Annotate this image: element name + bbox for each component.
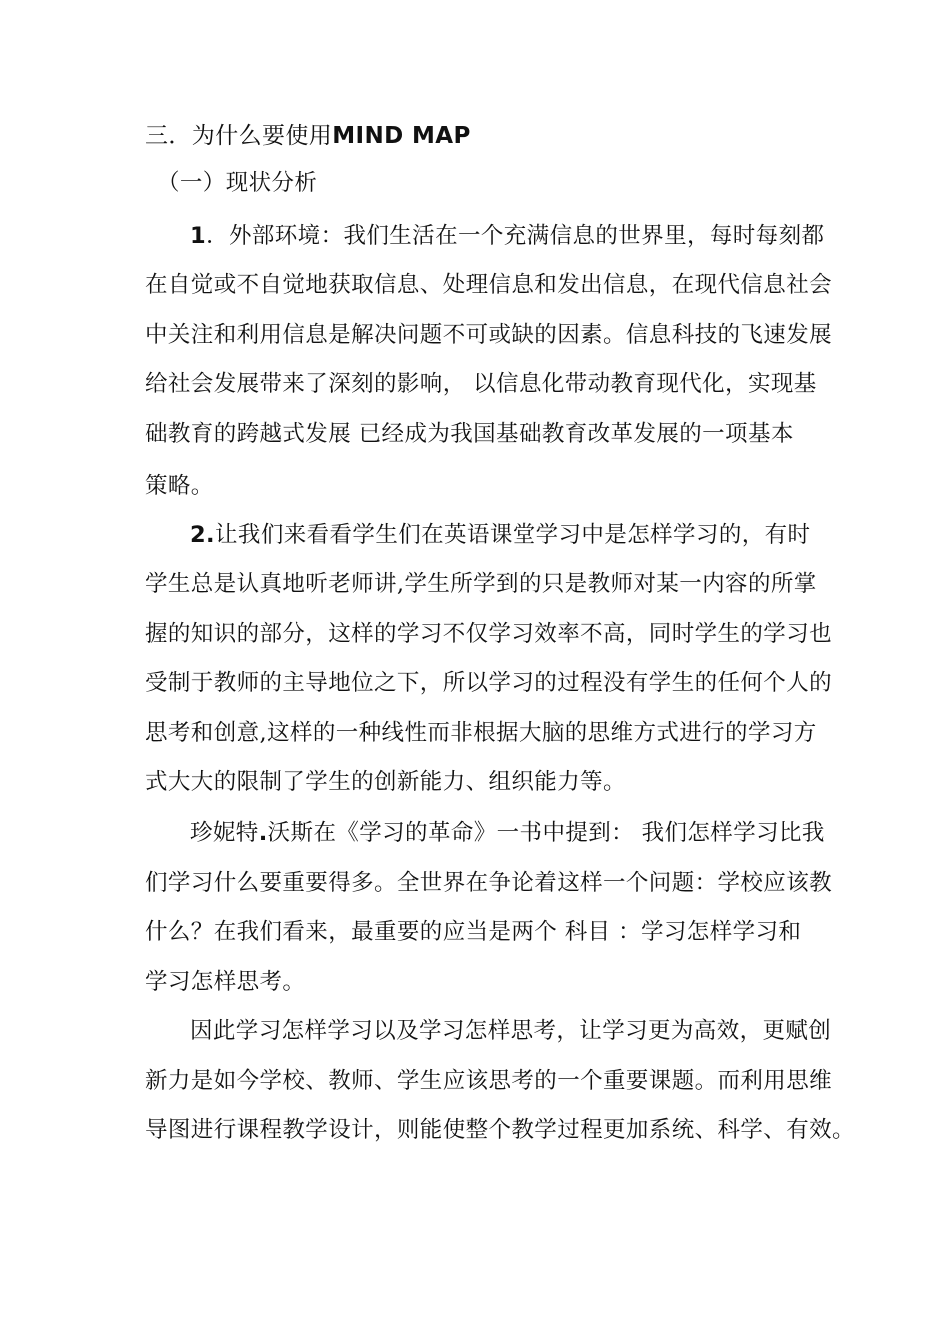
section-heading xyxy=(145,121,825,151)
paragraph-3-line-3: 什么？在我们看来，最重要的应当是两个 科目 ：学习怎样学习和 xyxy=(145,919,802,945)
paragraph-3-name-dot: . xyxy=(258,820,268,846)
paragraph-2-line-6: 式大大的限制了学生的创新能力、组织能力等。 xyxy=(145,769,626,795)
paragraph-1-line-2: 在自觉或不自觉地获取信息、处理信息和发出信息，在现代信息社会 xyxy=(145,272,833,298)
paragraph-1-line-1 xyxy=(190,221,830,251)
paragraph-2-line-4: 受制于教师的主导地位之下，所以学习的过程没有学生的任何个人的 xyxy=(145,670,833,696)
paragraph-1-line-1-text: ．外部环境：我们生活在一个充满信息的世界里，每时每刻都 xyxy=(206,223,825,249)
paragraph-2-line-2: 学生总是认真地听老师讲,学生所学到的只是教师对某一内容的所掌 xyxy=(145,571,817,597)
paragraph-2-number: 2. xyxy=(190,522,216,548)
paragraph-3-line-1 xyxy=(190,818,830,848)
paragraph-4-line-2: 新力是如今学校、教师、学生应该思考的一个重要课题。而利用思维 xyxy=(145,1068,833,1094)
paragraph-3-name: 珍妮特 xyxy=(190,820,259,846)
paragraph-2-line-1-text: 让我们来看看学生们在英语课堂学习中是怎样学习的，有时 xyxy=(215,522,811,548)
paragraph-4-line-1: 因此学习怎样学习以及学习怎样思考，让学习更为高效，更赋创 xyxy=(190,1018,832,1044)
paragraph-3-line-1-text: 沃斯在《学习的革命》一书中提到： 我们怎样学习比我 xyxy=(267,820,825,846)
paragraph-1-line-5: 础教育的跨越式发展 已经成为我国基础教育改革发展的一项基本 xyxy=(145,421,794,447)
section-heading-emphasis: MIND MAP xyxy=(332,123,471,149)
paragraph-4-line-3: 导图进行课程教学设计，则能使整个教学过程更加系统、科学、有效。 xyxy=(145,1117,855,1143)
paragraph-3-line-4: 学习怎样思考。 xyxy=(145,969,306,995)
paragraph-1-line-4: 给社会发展带来了深刻的影响， 以信息化带动教育现代化，实现基 xyxy=(145,371,817,397)
paragraph-1-number: 1 xyxy=(190,223,207,249)
paragraph-2-line-3: 握的知识的部分，这样的学习不仅学习效率不高，同时学生的学习也 xyxy=(145,621,833,647)
paragraph-2-line-5: 思考和创意,这样的一种线性而非根据大脑的思维方式进行的学习方 xyxy=(145,720,817,746)
section-heading-prefix: 三．为什么要使用 xyxy=(145,123,333,149)
paragraph-2-line-1 xyxy=(190,520,830,550)
paragraph-1-line-3: 中关注和利用信息是解决问题不可或缺的因素。信息科技的飞速发展 xyxy=(145,322,833,348)
subsection-heading: （一）现状分析 xyxy=(157,170,318,196)
paragraph-1-line-6: 策略。 xyxy=(145,473,214,499)
paragraph-3-line-2: 们学习什么要重要得多。全世界在争论着这样一个问题：学校应该教 xyxy=(145,870,833,896)
